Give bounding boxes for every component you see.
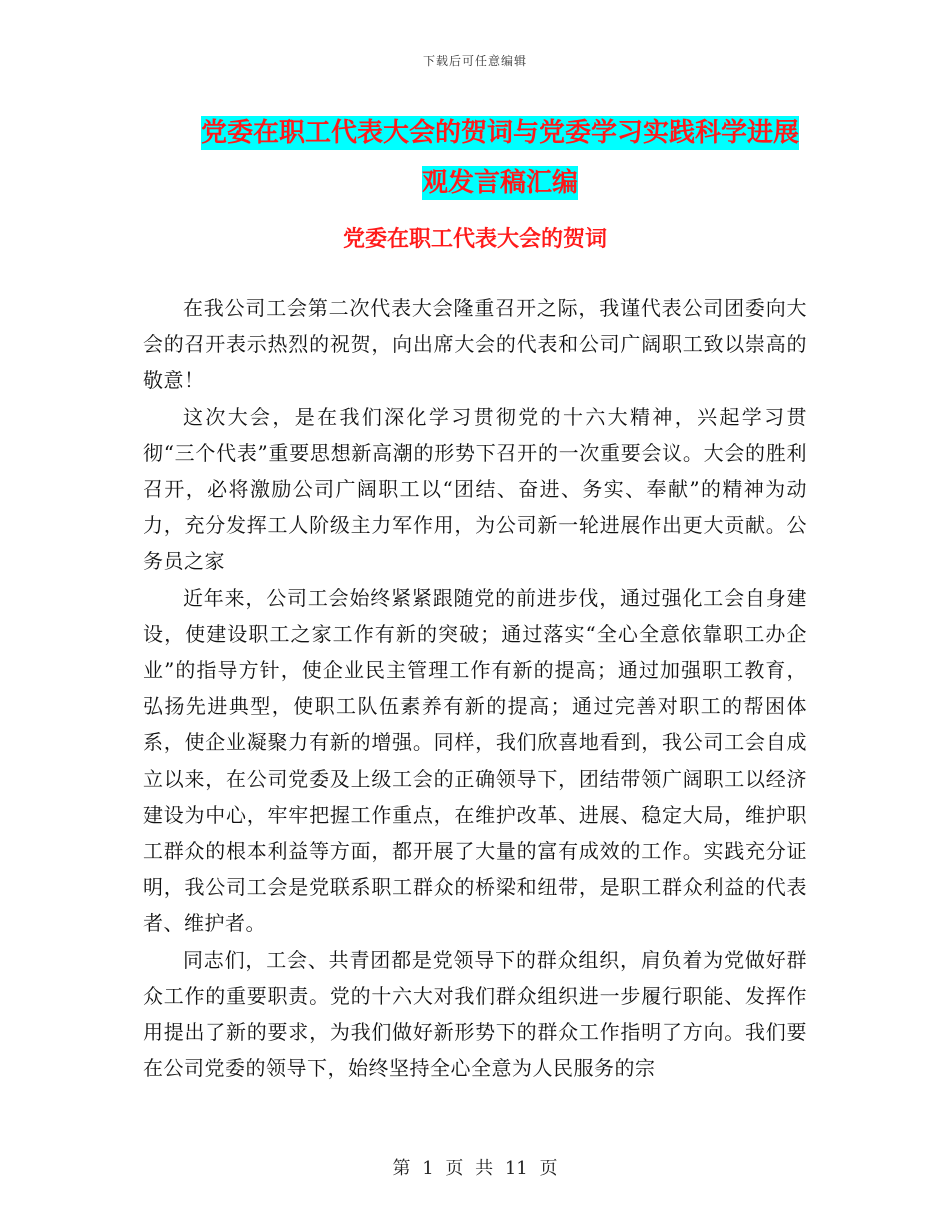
header-note: 下载后可任意编辑 xyxy=(422,54,527,68)
page-footer: 第 1 页 共 11 页 xyxy=(392,1158,558,1179)
paragraph: 近年来，公司工会始终紧紧跟随党的前进步伐，通过强化工会自身建设，使建设职工之家工作有新的突破；通过落实“全心全意依靠职工办企业”的指导方针，使企业民主管理工作有新的提高；通过加强职工教育，弘扬先进典型，使职工队伍素养有新的提高；通过完善对职工的帮困体系，使企业凝聚力有新的增强。同样，我们欣喜地看到，我公司工会自成立以来，在公司党委及上级工会的正确领导下，团结带领广阔职工以经济建设为中心，牢牢把握工作重点，在维护改革、进展、稳定大局，维护职工群众的根本利益等方面，都开展了大量的富有成效的工作。实践充分证明，我公司工会是党联系职工群众的桥梁和纽带，是职工群众利益的代表者、维护者。 xyxy=(143,585,807,936)
document-title xyxy=(140,108,860,208)
paragraph: 同志们，工会、共青团都是党领导下的群众组织，肩负着为党做好群众工作的重要职责。党的十六大对我们群众组织进一步履行职能、发挥作用提出了新的要求，为我们做好新形势下的群众工作指明了方向。我们要在公司党委的领导下，始终坚持全心全意为人民服务的宗 xyxy=(143,947,807,1081)
section-title: 党委在职工代表大会的贺词 xyxy=(342,227,607,252)
document-title-line-2: 观发言稿汇编 xyxy=(421,168,578,198)
paragraph: 在我公司工会第二次代表大会隆重召开之际，我谨代表公司团委向大会的召开表示热烈的祝贺，向出席大会的代表和公司广阔职工致以崇高的敬意！ xyxy=(143,296,807,393)
document-body xyxy=(143,290,807,1086)
paragraph: 这次大会，是在我们深化学习贯彻党的十六大精神，兴起学习贯彻“三个代表”重要思想新高潮的形势下召开的一次重要会议。大会的胜利召开，必将激励公司广阔职工以“团结、奋进、务实、奉献”的精神为动力，充分发挥工人阶级主力军作用，为公司新一轮进展作出更大贡献。公务员之家 xyxy=(143,404,807,574)
document-title-line-1: 党委在职工代表大会的贺词与党委学习实践科学进展 xyxy=(200,118,799,148)
